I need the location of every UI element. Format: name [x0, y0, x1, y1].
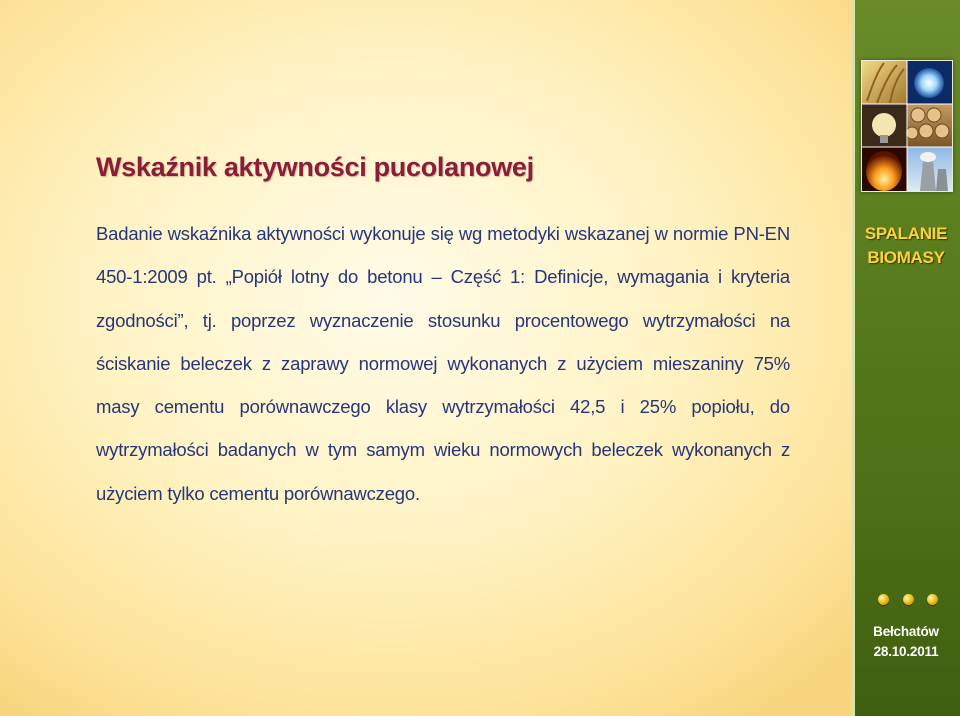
dot-icon	[903, 594, 914, 605]
biomass-photo-collage	[861, 60, 953, 192]
event-location: Bełchatów	[873, 624, 939, 639]
decorative-dots	[878, 594, 942, 608]
event-date: 28.10.2011	[873, 644, 939, 659]
dot-icon	[927, 594, 938, 605]
dot-icon	[878, 594, 889, 605]
brand-line-1: SPALANIE	[864, 224, 948, 243]
slide-title: Wskaźnik aktywności pucolanowej	[96, 152, 534, 182]
slide-body-text: Badanie wskaźnika aktywności wykonuje się wg metodyki wskazanej w normie PN-EN 450-1:2009 pt. „Popiół lotny do betonu – Część 1: Definicje, wymagania i kryteria zgodności”, tj. poprzez wyznaczenie stosunku procentowego wytrzymałości na ściskanie beleczek z zaprawy normowej wykonanych z użyciem mieszaniny 75% masy cementu porównawczego klasy wytrzymałości 42,5 i 25% popiołu, do wytrzymałości badanych w tym samym wieku normowych beleczek wykonanych z użyciem tylko cementu porównawczego.	[96, 223, 790, 504]
brand-logo-text	[852, 222, 960, 270]
sidebar-divider	[852, 0, 855, 716]
photo-collage-image	[862, 61, 952, 191]
brand-line-2: BIOMASY	[867, 248, 945, 267]
